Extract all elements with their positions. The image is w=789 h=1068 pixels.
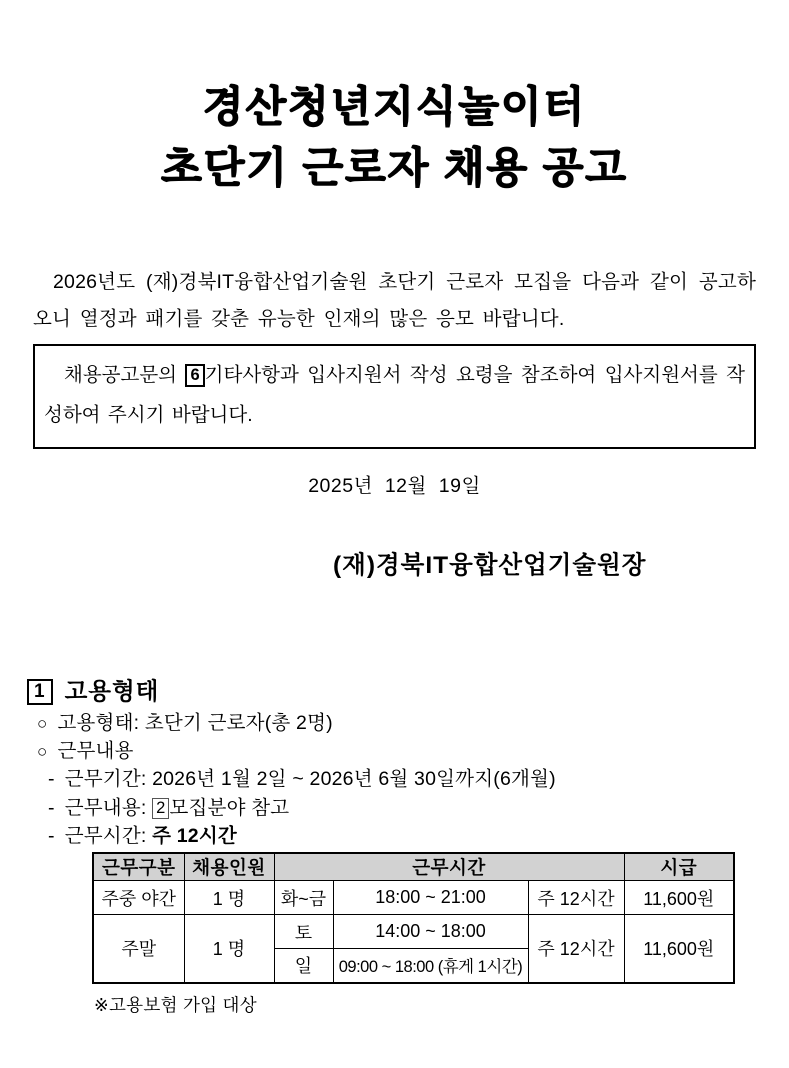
section-1-title: 고용형태 — [64, 678, 160, 704]
work-period-text: 근무기간: 2026년 1월 2일 ~ 2026년 6월 30일까지(6개월) — [64, 768, 556, 791]
header-hours: 근무시간 — [274, 853, 624, 881]
intro-paragraph: 2026년도 (재)경북IT융합산업기술원 초단기 근로자 모집을 다음과 같이 공고하오니 열정과 패기를 갖춘 유능한 인재의 많은 응모 바랍니다. — [33, 271, 756, 330]
dash-marker-icon: - — [48, 796, 55, 819]
table-row-weekday — [93, 881, 734, 915]
signature-line: (재)경북IT융합산업기술원장 — [333, 552, 647, 579]
title-line-1: 경산청년지식놀이터 — [202, 83, 587, 130]
section-1-number-box: 1 — [27, 679, 53, 705]
work-hours-value: 주 12시간 — [152, 824, 237, 847]
weekend-sat-day: 토 — [274, 915, 333, 949]
bullet-circle-icon: ○ — [37, 714, 48, 733]
work-content-text: 모집분야 참고 — [169, 796, 290, 819]
weekday-weekly-hours: 주 12시간 — [528, 881, 624, 915]
list-item-work-content — [37, 794, 556, 822]
weekday-headcount: 1 명 — [184, 881, 274, 915]
dash-marker-icon: - — [48, 768, 55, 791]
table-header-row — [93, 853, 734, 881]
announcement-date: 2025년 12월 19일 — [308, 475, 481, 497]
header-category: 근무구분 — [93, 853, 184, 881]
work-detail-text: 근무내용 — [57, 740, 134, 763]
work-content-boxed-number: 2 — [152, 798, 169, 819]
work-hours-label: 근무시간: — [64, 824, 153, 847]
weekend-sun-day: 일 — [274, 949, 333, 983]
weekend-weekly-hours: 주 12시간 — [528, 915, 624, 983]
work-content-label: 근무내용: — [64, 796, 153, 819]
list-item-employment-type — [37, 709, 556, 737]
notice-box — [33, 344, 756, 449]
weekday-days: 화~금 — [274, 881, 333, 915]
weekday-category: 주중 야간 — [93, 881, 184, 915]
section-1-heading — [27, 672, 159, 706]
notice-text-after: 기타사항과 입사지원서 작성 요령을 참조하여 입사지원서를 작성하여 주시기 바랍니다. — [44, 364, 745, 426]
document-title — [0, 76, 789, 198]
table-footnote: ※고용보험 가입 대상 — [94, 995, 257, 1015]
work-schedule-table — [92, 852, 735, 984]
list-item-work-hours — [37, 822, 556, 850]
header-wage: 시급 — [624, 853, 734, 881]
employment-type-text: 고용형태: 초단기 근로자(총 2명) — [57, 712, 333, 734]
weekend-wage: 11,600원 — [624, 915, 734, 983]
weekend-category: 주말 — [93, 915, 184, 983]
list-item-work-detail — [37, 737, 556, 765]
dash-marker-icon: - — [48, 824, 55, 847]
weekday-wage: 11,600원 — [624, 881, 734, 915]
weekday-time: 18:00 ~ 21:00 — [333, 881, 528, 915]
weekend-sun-time: 09:00 ~ 18:00 (휴게 1시간) — [333, 949, 528, 983]
notice-boxed-number: 6 — [185, 364, 204, 387]
weekend-headcount: 1 명 — [184, 915, 274, 983]
bullet-circle-icon: ○ — [37, 742, 48, 762]
header-headcount: 채용인원 — [184, 853, 274, 881]
notice-text-before: 채용공고문의 — [64, 364, 186, 386]
employment-detail-list — [37, 709, 556, 850]
weekend-sat-time: 14:00 ~ 18:00 — [333, 915, 528, 949]
title-line-2: 초단기 근로자 채용 공고 — [161, 144, 628, 191]
table-row-weekend-sat — [93, 915, 734, 949]
list-item-work-period — [37, 765, 556, 793]
